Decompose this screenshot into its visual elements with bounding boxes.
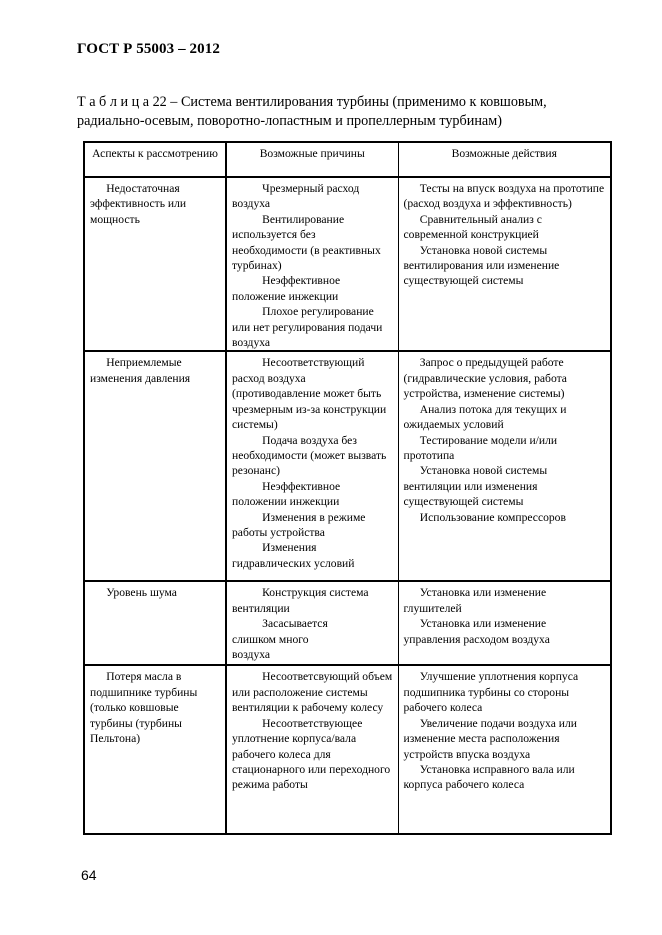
- action-item: Увеличение подачи воздуха или изменение места расположения устройств впуска воздуха: [403, 716, 577, 761]
- causes-cell: [226, 665, 398, 834]
- cause-item: Подача воздуха без необходимости (может вызвать резонанс): [232, 433, 387, 478]
- cause-item: Чрезмерный расход воздуха: [232, 182, 360, 211]
- cause-item: Неэффективное положение инжекции: [232, 274, 341, 303]
- cause-item: Изменения гидравлических условий: [232, 541, 355, 570]
- causes-cell: [226, 177, 398, 351]
- page-number: 64: [81, 867, 97, 883]
- table-row: [84, 351, 611, 581]
- actions-cell: [398, 665, 611, 834]
- action-item: Запрос о предыдущей работе (гидравлические условия, работа устройства, изменение системы): [403, 356, 567, 401]
- cause-item: Плохое регулирование или нет регулирования подачи воздуха: [232, 305, 383, 350]
- document-code: ГОСТ Р 55003 – 2012: [77, 41, 220, 57]
- action-item: Установка или изменение управления расходом воздуха: [403, 617, 550, 646]
- causes-cell: [226, 581, 398, 665]
- cause-item: Неэффективное положении инжекции: [232, 479, 341, 509]
- table-row: [84, 177, 611, 351]
- actions-cell: [398, 581, 611, 665]
- table-caption: Т а б л и ц а 22 – Система вентилирования турбины (применимо к ковшовым, радиально-осевым, поворотно-лопастным и пропеллерным турбинам): [77, 94, 547, 129]
- action-item: Установка исправного вала или корпуса рабочего колеса: [403, 762, 575, 792]
- cause-item: Несоответствующее уплотнение корпуса/вала рабочего колеса для стационарного или переходного режима работы: [232, 716, 391, 792]
- causes-cell: [226, 351, 398, 581]
- action-item: Тесты на впуск воздуха на прототипе (расход воздуха и эффективность): [403, 182, 605, 211]
- column-header-actions: Возможные действия: [398, 142, 611, 177]
- cause-item: Изменения в режиме работы устройства: [232, 510, 366, 539]
- column-header-causes: Возможные причины: [226, 142, 398, 177]
- table-row: [84, 665, 611, 834]
- cause-item: Несоответствующий расход воздуха (противодавление может быть чрезмерным из-за конструкции системы): [232, 356, 387, 432]
- action-item: Установка новой системы вентиляции или изменения существующей системы: [403, 464, 548, 509]
- action-item: Использование компрессоров: [419, 510, 566, 524]
- action-item: Улучшение уплотнения корпуса подшипника турбины со стороны рабочего колеса: [403, 670, 579, 715]
- action-item: Установка новой системы вентилирования или изменение существующей системы: [403, 243, 560, 288]
- table-header-row: [84, 142, 611, 177]
- action-item: Тестирование модели и/или прототипа: [403, 433, 558, 462]
- cause-item: Вентилирование используется без необходимости (в реактивных турбинах): [232, 212, 381, 273]
- table-row: [84, 581, 611, 665]
- aspect-cell: Недостаточная эффективность или мощность: [84, 177, 226, 351]
- cause-item: Засасывается слишком много воздуха: [232, 617, 328, 662]
- column-header-aspects: Аспекты к рассмотрению: [84, 142, 226, 177]
- action-item: Установка или изменение глушителей: [403, 586, 547, 615]
- aspect-cell: Неприемлемые изменения давления: [84, 351, 226, 581]
- actions-cell: [398, 351, 611, 581]
- ventilation-table: [83, 141, 612, 835]
- cause-item: Конструкция система вентиляции: [232, 586, 369, 615]
- aspect-cell: Уровень шума: [84, 581, 226, 665]
- action-item: Сравнительный анализ с современной конструкцией: [403, 212, 542, 242]
- action-item: Анализ потока для текущих и ожидаемых условий: [403, 402, 567, 432]
- aspect-cell: Потеря масла в подшипнике турбины (только ковшовые турбины (турбины Пельтона): [84, 665, 226, 834]
- cause-item: Несоответсвующий объем или расположение системы вентиляции к рабочему колесу: [232, 670, 393, 715]
- actions-cell: [398, 177, 611, 351]
